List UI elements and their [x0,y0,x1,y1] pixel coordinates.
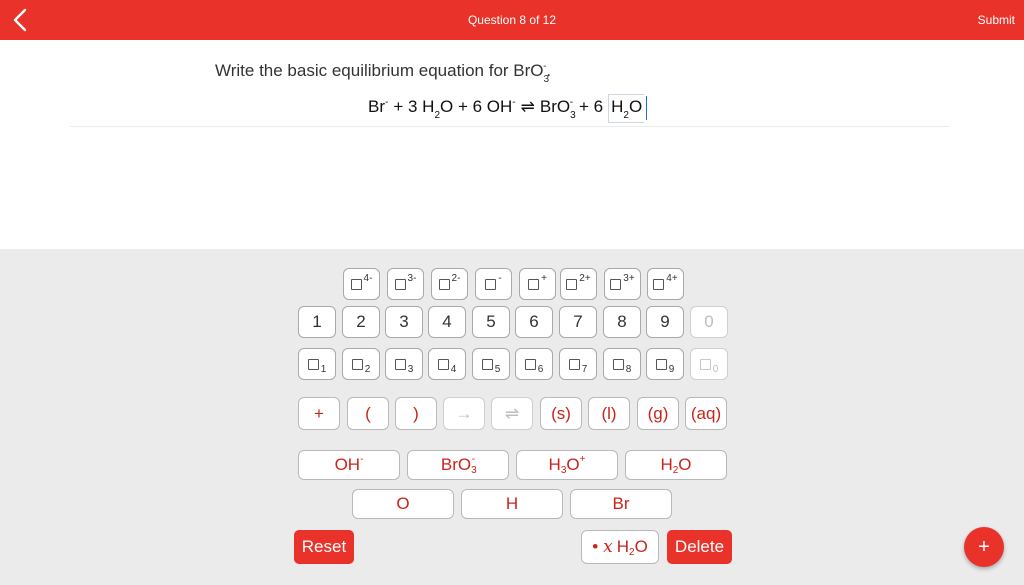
key-digit-8[interactable]: 8 [603,306,641,338]
key-label: 8 [625,363,632,375]
placeholder-box-icon [308,359,319,370]
key-label: OH [334,455,361,474]
placeholder-box-icon [566,279,577,290]
key-label: 3 [407,363,414,375]
key-charge-2minus[interactable] [431,268,468,300]
key-right-paren[interactable]: ) [395,397,437,430]
eq-coef-6: + 6 [579,97,604,116]
eq-term-br [368,95,388,122]
placeholder-box-icon [653,279,664,290]
placeholder-box-icon [482,359,493,370]
key-label: 4 [450,363,457,375]
key-charge-3minus[interactable] [387,268,424,300]
key-label: 2- [451,272,461,284]
hydrate-dot: • [592,537,599,556]
key-label: 4- [363,272,373,284]
key-subscript-8[interactable] [603,348,641,380]
placeholder-box-icon [395,359,406,370]
eq-bro: BrO [539,97,571,116]
prompt-sup: - [543,61,547,72]
placeholder-box-icon [613,359,624,370]
key-digit-0[interactable]: 0 [690,306,728,338]
key-label: 1 [320,363,327,375]
key-charge-4plus[interactable] [647,268,684,300]
eq-term-bro3 [539,95,576,122]
prompt-text: Write the basic equilibrium equation for BrO [215,61,544,80]
eq-term-water [393,95,515,122]
key-charge-3plus[interactable] [604,268,641,300]
eq-water-sub: 2 [434,110,441,121]
key-label: 9 [668,363,675,375]
key-label: 2 [364,363,371,375]
key-state-gas[interactable]: (g) [637,397,679,430]
key-label: + [541,272,547,284]
key-reaction-arrow[interactable]: → [443,397,485,430]
top-bar [0,0,1024,40]
key-charge-minus[interactable] [475,268,512,300]
key-state-solid[interactable]: (s) [540,397,582,430]
key-label: H [616,537,630,556]
key-label: H [548,455,561,474]
key-left-paren[interactable]: ( [347,397,389,430]
key-element-br[interactable]: Br [570,489,672,519]
eq-active-term[interactable] [608,94,644,123]
placeholder-box-icon [525,359,536,370]
placeholder-box-icon [528,279,539,290]
key-label: 0 [712,363,719,375]
key-subscript-5[interactable] [472,348,510,380]
placeholder-box-icon [485,279,496,290]
answer-equation[interactable] [368,95,647,125]
key-subscript-3[interactable] [385,348,423,380]
prompt-sub: 3 [543,74,550,85]
placeholder-box-icon [352,359,363,370]
reset-button[interactable]: Reset [294,530,354,564]
key-subscript: 3 [560,464,567,476]
key-subscript: 2 [629,546,635,558]
key-subscript-0[interactable] [690,348,728,380]
key-subscript-2[interactable] [342,348,380,380]
divider [70,126,950,127]
key-digit-9[interactable]: 9 [646,306,684,338]
key-bromate[interactable] [407,450,509,480]
key-subscript-4[interactable] [428,348,466,380]
eq-water-oh: O + 6 OH [440,97,513,116]
key-label: BrO [440,455,472,474]
key-digit-6[interactable]: 6 [515,306,553,338]
placeholder-box-icon [395,279,406,290]
eq-coef-water: + 3 H [393,97,435,116]
key-charge: - [360,453,364,465]
key-digit-4[interactable]: 4 [428,306,466,338]
prompt-end: . [546,61,552,80]
placeholder-box-icon [656,359,667,370]
key-state-liquid[interactable]: (l) [588,397,630,430]
key-hydronium[interactable] [516,450,618,480]
eq-arrow: ⇌ [520,97,535,116]
key-subscript-9[interactable] [646,348,684,380]
key-equilibrium-arrow[interactable]: ⇌ [491,397,533,430]
placeholder-box-icon [569,359,580,370]
text-cursor [646,96,647,120]
key-label: 6 [537,363,544,375]
key-label: 4+ [666,272,678,284]
key-label: 7 [581,363,588,375]
key-subscript-7[interactable] [559,348,597,380]
key-subscript: 3 [471,464,477,476]
key-label: 2+ [579,272,591,284]
key-label: O [566,455,580,474]
key-digit-7[interactable]: 7 [559,306,597,338]
key-element-h[interactable]: H [461,489,563,519]
key-hydroxide[interactable] [298,450,400,480]
add-button[interactable]: + [964,527,1004,567]
eq-br: Br [368,97,385,116]
key-label: 3+ [623,272,635,284]
placeholder-box-icon [700,359,711,370]
key-subscript-6[interactable] [515,348,553,380]
key-label: H [660,455,673,474]
key-digit-2[interactable]: 2 [342,306,380,338]
placeholder-box-icon [610,279,621,290]
eq-bro-sub: 3 [570,110,576,121]
eq-o: O [628,97,643,116]
key-label: - [498,272,502,284]
placeholder-box-icon [351,279,362,290]
placeholder-box-icon [438,359,449,370]
key-label: O [634,537,648,556]
eq-oh-charge: - [512,97,516,108]
key-charge-4minus[interactable] [343,268,380,300]
key-digit-1[interactable]: 1 [298,306,336,338]
key-plus[interactable]: + [298,397,340,430]
hydrate-x: x [603,537,613,557]
key-charge: - [471,453,476,465]
key-label: O [678,455,692,474]
delete-button[interactable]: Delete [667,530,732,564]
key-charge: + [579,453,586,465]
key-digit-5[interactable]: 5 [472,306,510,338]
eq-br-charge: - [385,97,389,108]
key-label: 5 [494,363,501,375]
key-hydrate[interactable] [581,530,659,564]
key-element-o[interactable]: O [352,489,454,519]
key-digit-3[interactable]: 3 [385,306,423,338]
key-water[interactable] [625,450,727,480]
key-label: 3- [407,272,417,284]
question-counter: Question 8 of 12 [467,13,557,27]
placeholder-box-icon [439,279,450,290]
eq-h: H [611,97,624,116]
eq-h-sub: 2 [623,110,629,121]
key-state-aqueous[interactable]: (aq) [685,397,727,430]
key-subscript-1[interactable] [298,348,336,380]
submit-button[interactable]: Submit [977,13,1015,27]
key-charge-plus[interactable] [519,268,556,300]
eq-bro-charge: - [569,97,574,108]
key-charge-2plus[interactable] [560,268,597,300]
question-prompt [215,61,552,85]
key-subscript: 2 [672,464,679,476]
